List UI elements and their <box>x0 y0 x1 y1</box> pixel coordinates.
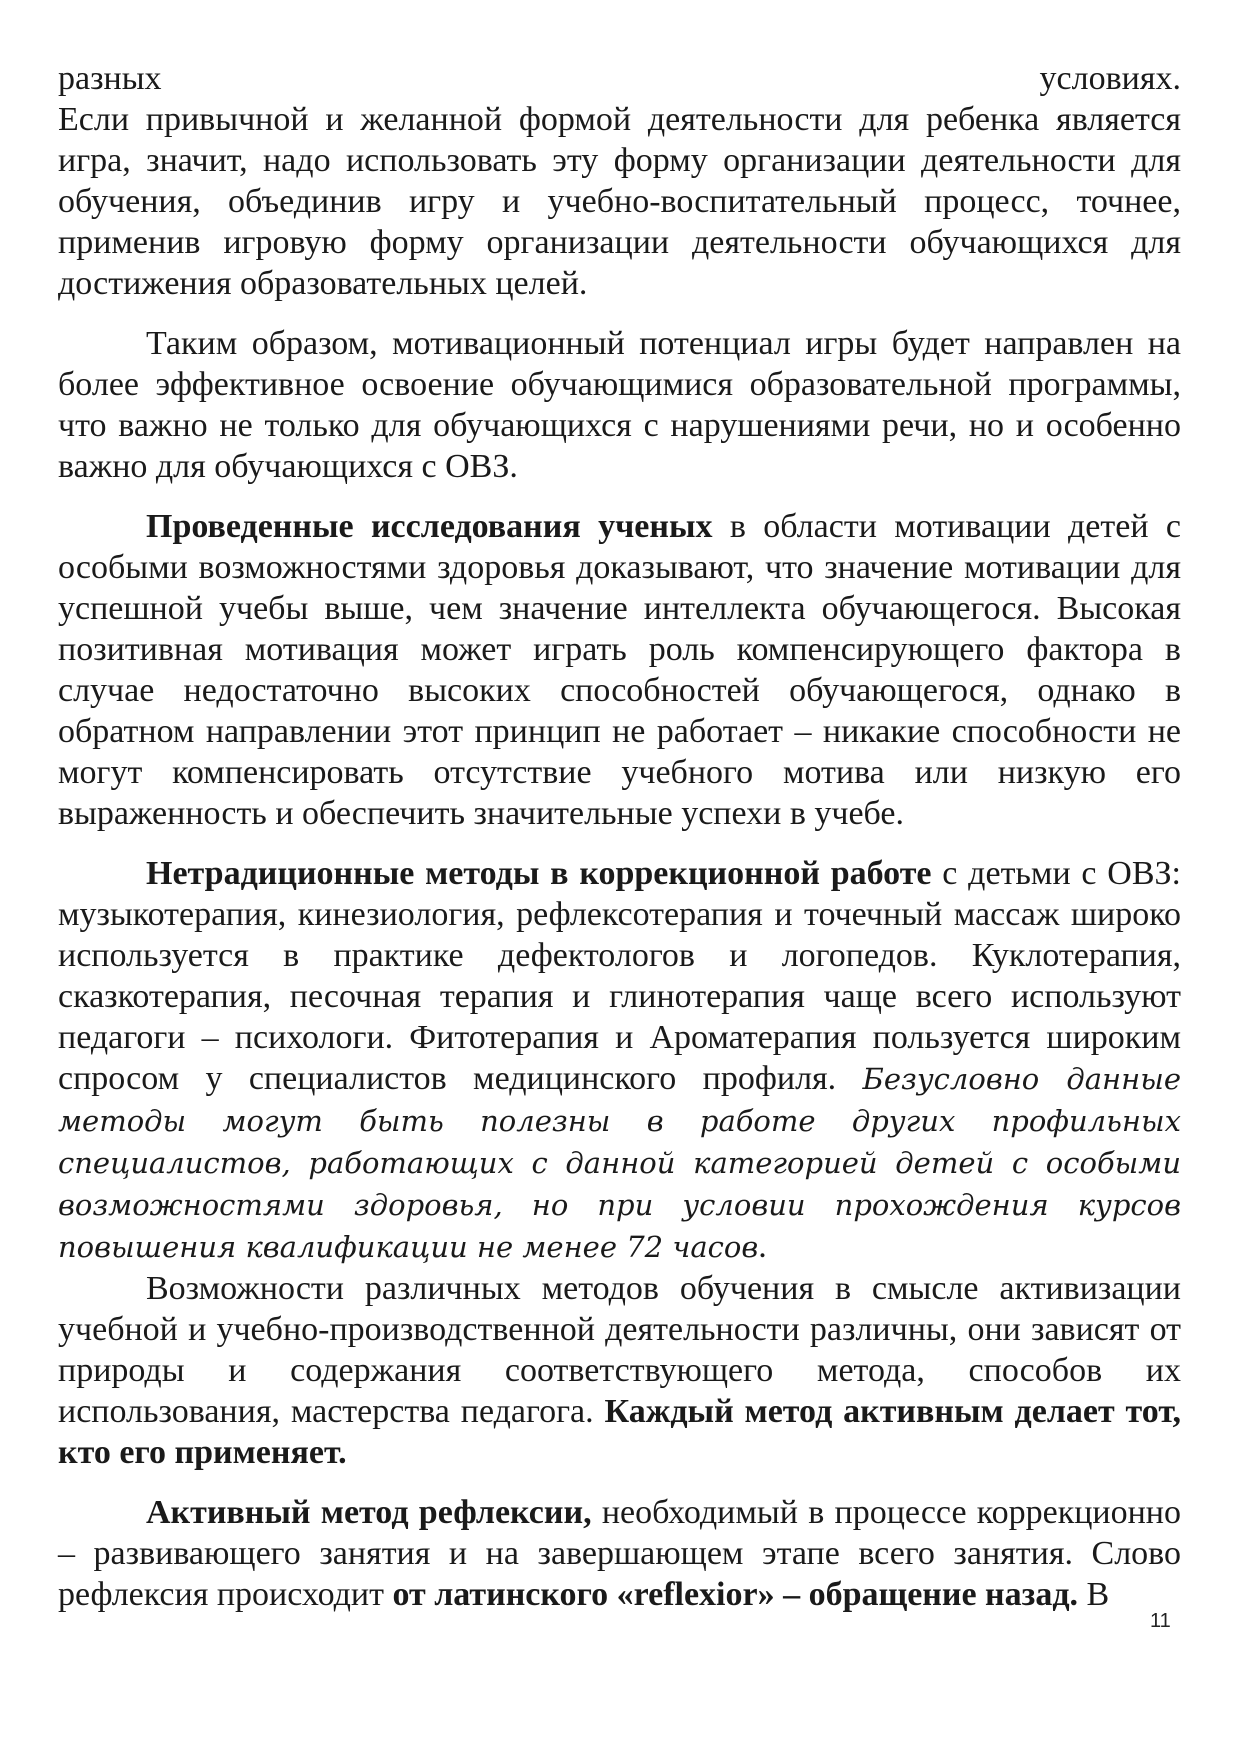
paragraph-research <box>58 506 1181 834</box>
italic-note-end: . <box>758 1228 767 1265</box>
paragraph-method-possibilities-text: Возможности различных методов обучения в смысле активизации учебной и учебно-производственной деятельности различны, они зависят от природы и содержания соответствующего метода, способов их использования, мастерства педагога. <box>58 1270 1181 1430</box>
word-raznyh: разных <box>58 60 162 97</box>
paragraph-nontraditional-methods <box>58 853 1181 1268</box>
italic-note: Безусловно данные методы могут быть полезны в работе других профильных специалистов, работающих с данной категорией детей с особыми возможностями здоровья, но при условии прохождения курсов повышения квалификации не менее 72 часов <box>58 1062 1182 1264</box>
paragraph-reflection <box>58 1492 1181 1615</box>
paragraph-method-possibilities <box>58 1268 1181 1473</box>
document-page <box>58 58 1181 1615</box>
paragraph-games-first-line <box>58 58 1181 99</box>
reflection-etymology: от латинского «reflexior» – обращение назад. <box>392 1576 1079 1613</box>
active-method-statement: Каждый метод активным делает тот, кто его применяет. <box>58 1393 1181 1471</box>
reflection-heading: Активный метод рефлексии, <box>146 1494 592 1531</box>
paragraph-nontraditional-text: с детьми с ОВЗ: музыкотерапия, кинезиология, рефлексотерапия и точечный массаж широко используется в практике дефектологов и логопедов. Куклотерапия, сказкотерапия, песочная терапия и глинотерапия чаще всего используют педагоги – психологи. Фитотерапия и Ароматерапия пользуется широким спросом у специалистов медицинского профиля. <box>58 855 1182 1097</box>
paragraph-games-text: Если привычной и желанной формой деятельности для ребенка является игра, значит, надо использовать эту форму организации деятельности для обучения, объединив игру и учебно-воспитательный процесс, точнее, применив игровую форму организации деятельности обучающихся для достижения образовательных целей. <box>58 101 1181 302</box>
research-heading: Проведенные исследования ученых <box>146 508 713 545</box>
paragraph-games <box>58 99 1181 304</box>
paragraph-research-text: в области мотивации детей с особыми возможностями здоровья доказывают, что значение мотивации для успешной учебы выше, чем значение интеллекта обучающегося. Высокая позитивная мотивация может играть роль компенсирующего фактора в случае недостаточно высоких способностей обучающегося, однако в обратном направлении этот принцип не работает – никакие способности не могут компенсировать отсутствие учебного мотива или низкую его выраженность и обеспечить значительные успехи в учебе. <box>58 508 1181 832</box>
word-usloviyah: условиях. <box>1039 60 1181 97</box>
paragraph-reflection-text-1: необходимый в процессе коррекционно – развивающего занятия и на завершающем этапе всего занятия. Слово рефлексия происходит <box>58 1494 1181 1613</box>
paragraph-reflection-text-2: В <box>1078 1576 1110 1613</box>
paragraph-motivation-potential <box>58 323 1181 487</box>
paragraph-motivation-potential-text: Таким образом, мотивационный потенциал игры будет направлен на более эффективное освоение обучающимися образовательной программы, что важно не только для обучающихся с нарушениями речи, но и особенно важно для обучающихся с ОВЗ. <box>58 325 1181 485</box>
nontraditional-methods-heading: Нетрадиционные методы в коррекционной работе <box>146 855 932 892</box>
page-number: 11 <box>1150 1610 1171 1632</box>
